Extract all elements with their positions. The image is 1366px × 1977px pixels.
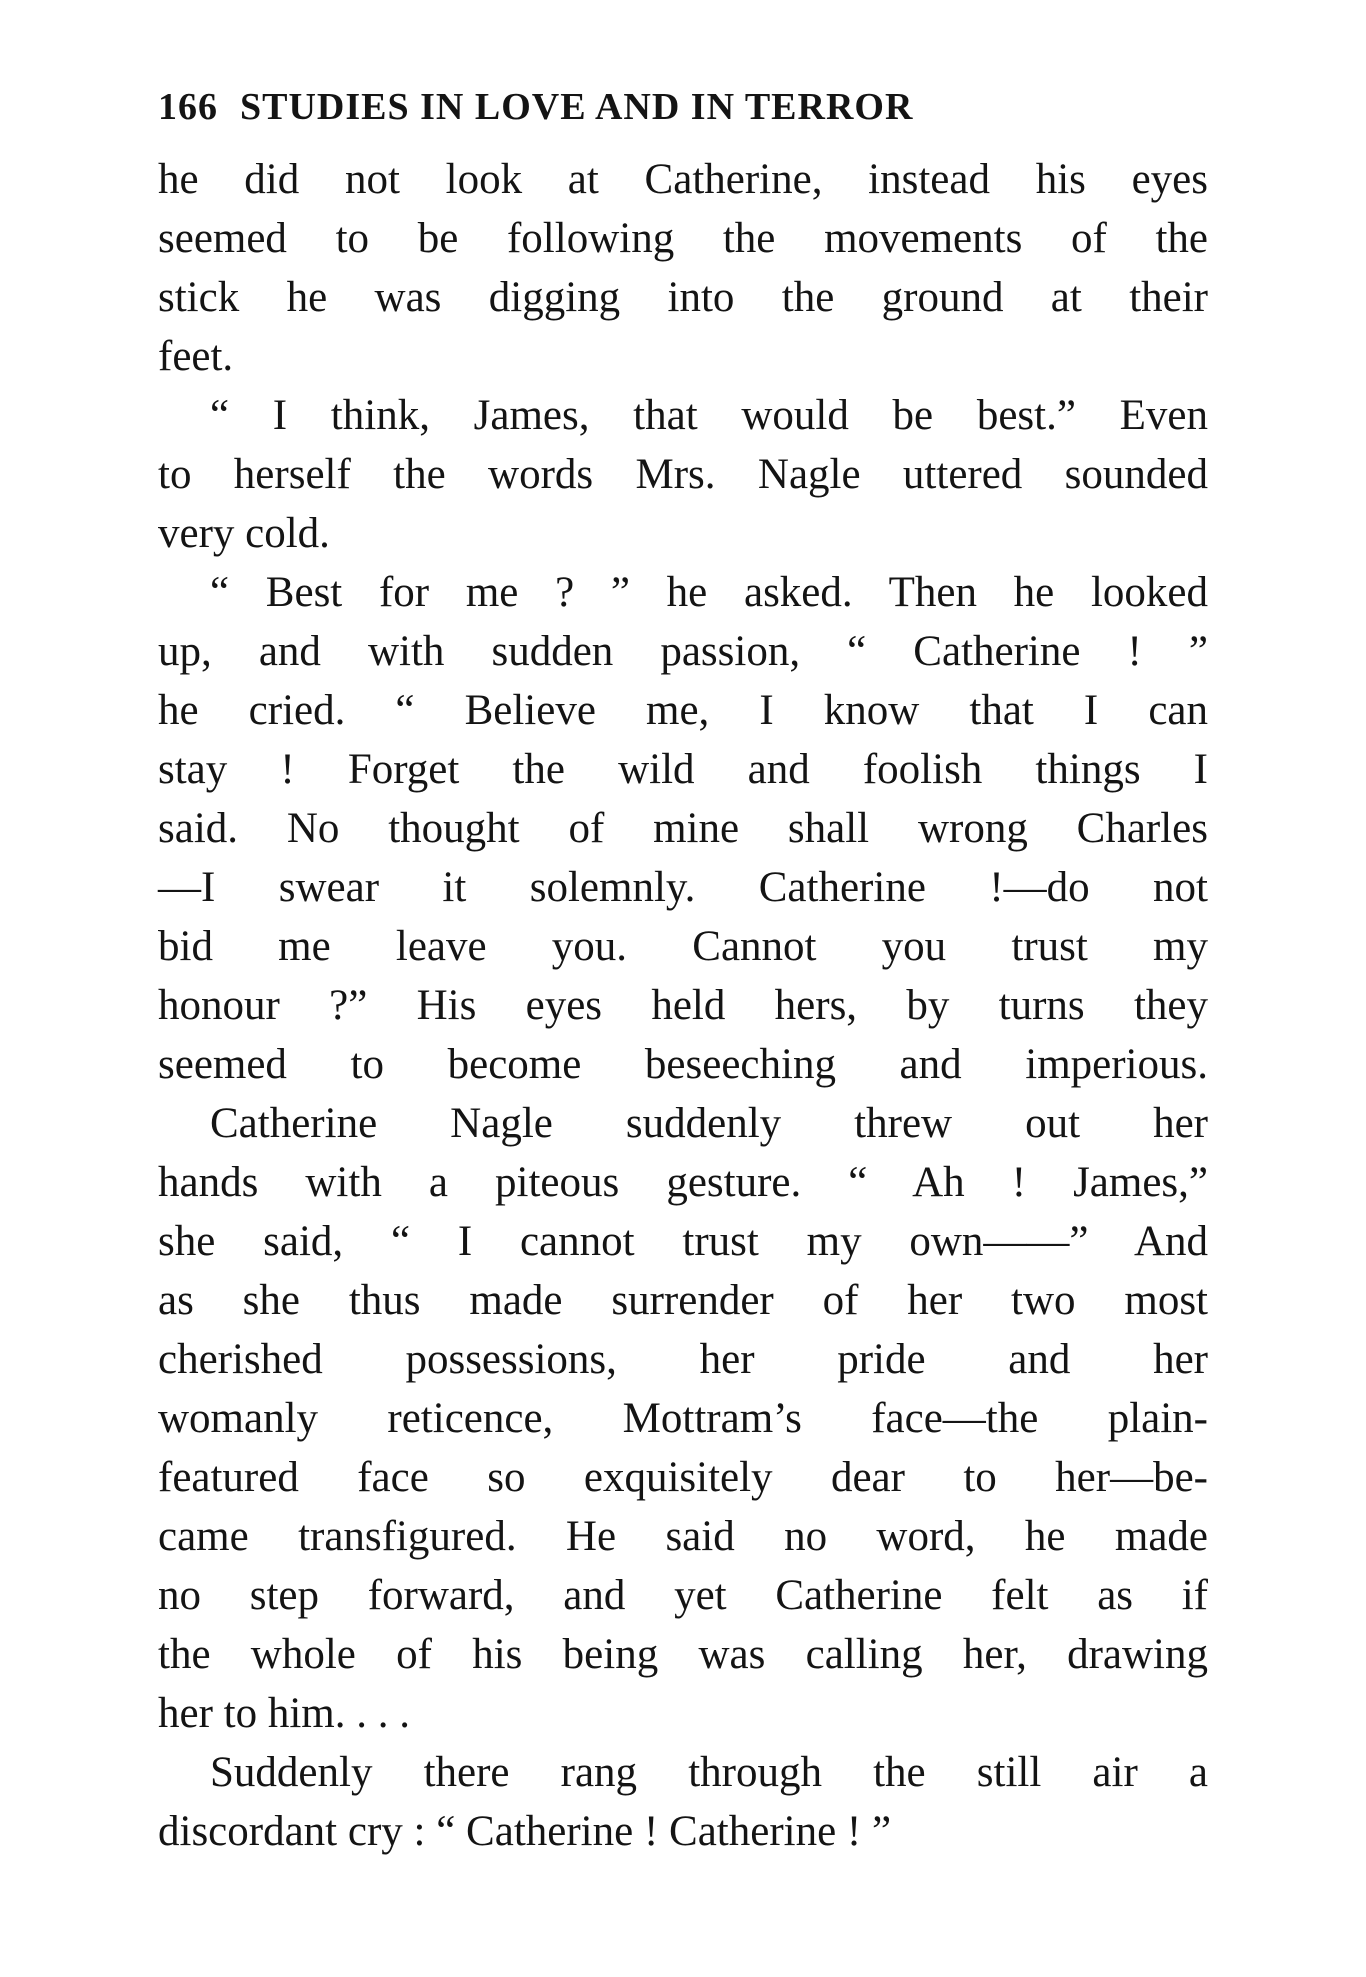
text-line: womanly reticence, Mottram’s face—the plain- <box>158 1395 1208 1442</box>
text-line: her to him. . . . <box>158 1690 410 1737</box>
running-head <box>158 84 1208 130</box>
text-line: to herself the words Mrs. Nagle uttered sounded <box>158 451 1208 498</box>
running-title: STUDIES IN LOVE AND IN TERROR <box>240 86 914 128</box>
text-line: stay ! Forget the wild and foolish things I <box>158 746 1208 793</box>
text-line: no step forward, and yet Catherine felt as if <box>158 1572 1208 1619</box>
text-line: she said, “ I cannot trust my own——” And <box>158 1218 1208 1265</box>
text-line: he cried. “ Believe me, I know that I can <box>158 687 1208 734</box>
text-line: came transfigured. He said no word, he made <box>158 1513 1208 1560</box>
text-line: “ Best for me ? ” he asked. Then he looked <box>210 569 1208 616</box>
text-line: “ I think, James, that would be best.” Even <box>210 392 1208 439</box>
text-line: feet. <box>158 333 234 380</box>
text-line: discordant cry : “ Catherine ! Catherine ! ” <box>158 1808 892 1855</box>
text-line: cherished possessions, her pride and her <box>158 1336 1208 1383</box>
text-line: up, and with sudden passion, “ Catherine ! ” <box>158 628 1208 675</box>
text-line: very cold. <box>158 510 330 557</box>
text-line: Catherine Nagle suddenly threw out her <box>210 1100 1208 1147</box>
text-line: he did not look at Catherine, instead his eyes <box>158 156 1208 203</box>
text-line: the whole of his being was calling her, drawing <box>158 1631 1208 1678</box>
text-line: honour ?” His eyes held hers, by turns they <box>158 982 1208 1029</box>
text-line: —I swear it solemnly. Catherine !—do not <box>158 864 1208 911</box>
text-line: said. No thought of mine shall wrong Charles <box>158 805 1208 852</box>
text-line: seemed to be following the movements of the <box>158 215 1208 262</box>
text-line: bid me leave you. Cannot you trust my <box>158 923 1208 970</box>
text-line: stick he was digging into the ground at their <box>158 274 1208 321</box>
body-text <box>158 150 1208 1861</box>
text-line: hands with a piteous gesture. “ Ah ! James,” <box>158 1159 1208 1206</box>
text-line: featured face so exquisitely dear to her—be- <box>158 1454 1208 1501</box>
text-line: seemed to become beseeching and imperious. <box>158 1041 1208 1088</box>
page-number: 166 <box>158 86 218 128</box>
text-line: as she thus made surrender of her two most <box>158 1277 1208 1324</box>
text-line: Suddenly there rang through the still air a <box>210 1749 1208 1796</box>
